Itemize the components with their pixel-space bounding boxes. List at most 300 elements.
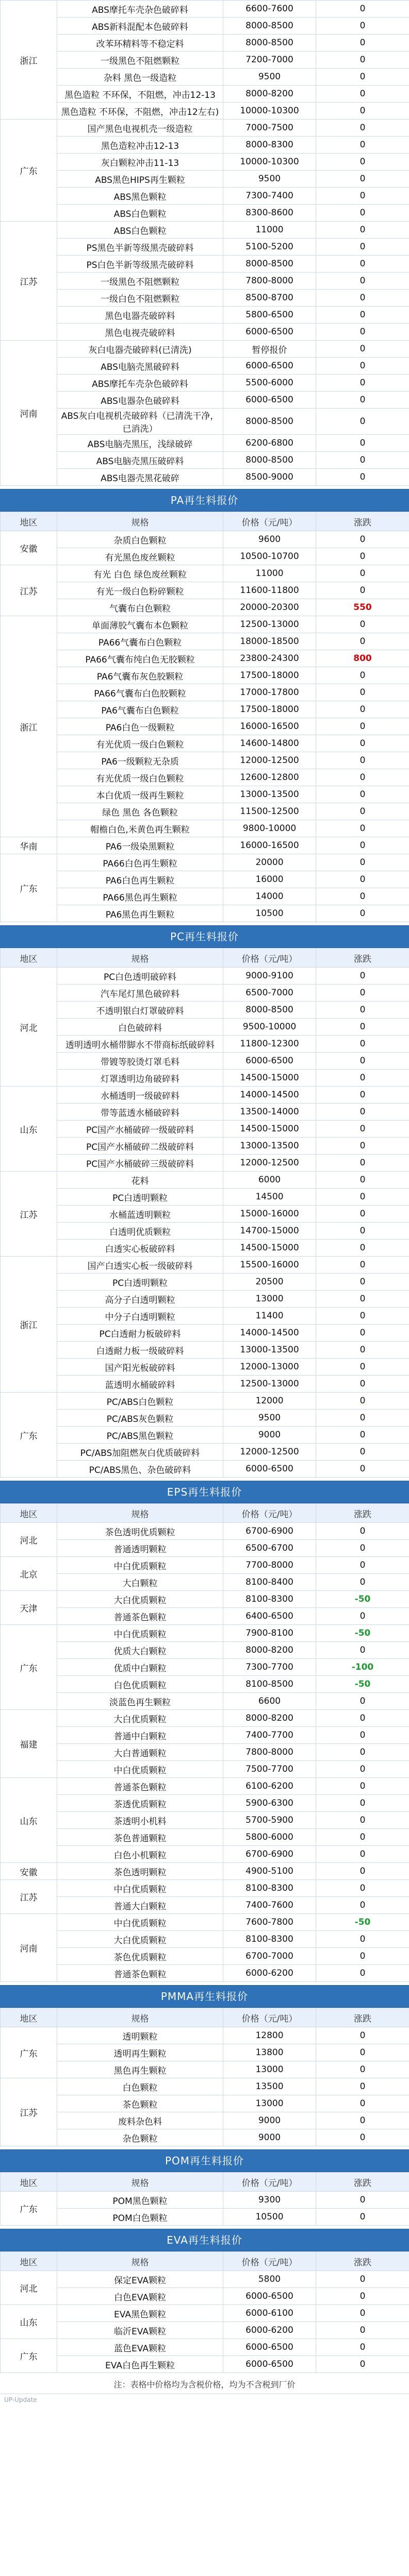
spec-cell: 国产阳光板破碎料 <box>57 1359 223 1376</box>
table-row <box>1 307 409 324</box>
column-header-area: 地区 <box>1 512 57 531</box>
column-header-spec: 规格 <box>57 1504 223 1523</box>
table-row <box>1 1931 409 1948</box>
price-cell: 7800-8000 <box>223 273 316 290</box>
table-row <box>1 2305 409 2322</box>
change-cell: 0 <box>316 548 409 565</box>
change-cell: 0 <box>316 582 409 599</box>
spec-cell: 透明透明水桶带脚水不带商标纸破碎料 <box>57 1036 223 1053</box>
change-cell: 0 <box>316 1223 409 1240</box>
change-cell: 0 <box>316 1829 409 1846</box>
table-row <box>1 968 409 985</box>
price-cell: 12000-12500 <box>223 1155 316 1172</box>
table-row <box>1 2027 409 2044</box>
spec-cell: 蓝色EVA颗粒 <box>57 2339 223 2356</box>
change-cell: 0 <box>316 888 409 905</box>
spec-cell: PA6黑色再生颗粒 <box>57 905 223 922</box>
table-header-row <box>1 2008 409 2027</box>
spec-cell: EVA白色再生颗粒 <box>57 2356 223 2373</box>
table-row <box>1 1257 409 1274</box>
table-row <box>1 1308 409 1325</box>
change-cell: 0 <box>316 968 409 985</box>
table-row <box>1 888 409 905</box>
price-cell: 7500-7700 <box>223 1761 316 1778</box>
column-header-spec: 规格 <box>57 2008 223 2027</box>
price-cell: 9000 <box>223 2129 316 2146</box>
price-cell: 12500-13000 <box>223 616 316 633</box>
change-cell: 0 <box>316 1121 409 1138</box>
region-cell: 江苏 <box>1 565 57 616</box>
table-row <box>1 684 409 701</box>
table-row <box>1 1155 409 1172</box>
spec-cell: PA6气囊布灰色胶颗粒 <box>57 667 223 684</box>
region-cell: 河北 <box>1 2271 57 2305</box>
change-cell: 0 <box>316 1574 409 1591</box>
price-cell: 14000-14500 <box>223 1325 316 1342</box>
region-cell: 河南 <box>1 341 57 486</box>
price-cell: 10500-10700 <box>223 548 316 565</box>
price-cell: 7300-7400 <box>223 188 316 205</box>
price-cell: 6000-6500 <box>223 2339 316 2356</box>
price-cell: 13500-14000 <box>223 1104 316 1121</box>
price-cell: 暂停报价 <box>223 341 316 358</box>
price-cell: 5900-6300 <box>223 1795 316 1812</box>
price-cell: 13000 <box>223 2061 316 2078</box>
spec-cell: ABS黑色颗粒 <box>57 188 223 205</box>
price-cell: 12500-13000 <box>223 1376 316 1393</box>
spec-cell: 白透明优质颗粒 <box>57 1223 223 1240</box>
change-cell: 0 <box>316 1523 409 1540</box>
change-cell: 0 <box>316 2356 409 2373</box>
change-cell: 0 <box>316 1376 409 1393</box>
region-cell: 山东 <box>1 2305 57 2339</box>
price-cell: 8000-8500 <box>223 409 316 435</box>
change-cell: 0 <box>316 239 409 256</box>
change-cell: 0 <box>316 2209 409 2226</box>
table-row <box>1 1812 409 1829</box>
spec-cell: PC白透明颗粒 <box>57 1274 223 1291</box>
price-cell: 9600 <box>223 531 316 548</box>
change-cell: 0 <box>316 633 409 650</box>
price-cell: 8100-8300 <box>223 1880 316 1897</box>
table-row <box>1 1659 409 1676</box>
spec-cell: 黑色电器壳破碎料 <box>57 307 223 324</box>
table-row <box>1 531 409 548</box>
table-row <box>1 1104 409 1121</box>
spec-cell: 中白优质颗粒 <box>57 1914 223 1931</box>
price-cell: 5800-6000 <box>223 1829 316 1846</box>
change-cell: 0 <box>316 435 409 452</box>
price-cell: 6000-6500 <box>223 1053 316 1070</box>
table-row <box>1 1693 409 1710</box>
spec-cell: PC白透明颗粒 <box>57 1189 223 1206</box>
change-cell: 0 <box>316 1427 409 1444</box>
price-cell: 8000-8500 <box>223 256 316 273</box>
spec-cell: 茶透优质颗粒 <box>57 1795 223 1812</box>
table-row <box>1 548 409 565</box>
change-cell: 0 <box>316 1761 409 1778</box>
spec-cell: 杂料 黑色一级造粒 <box>57 69 223 86</box>
spec-cell: 茶色优质颗粒 <box>57 1948 223 1965</box>
region-cell: 山东 <box>1 1087 57 1172</box>
table-row <box>1 1710 409 1727</box>
spec-cell: 茶透明小机料 <box>57 1812 223 1829</box>
table-row <box>1 1410 409 1427</box>
table-row <box>1 582 409 599</box>
spec-cell: 普通中白颗粒 <box>57 1727 223 1744</box>
region-cell: 北京 <box>1 1557 57 1591</box>
table-row <box>1 820 409 837</box>
table-row <box>1 1138 409 1155</box>
price-cell: 8000-8500 <box>223 1002 316 1019</box>
table-row <box>1 1676 409 1693</box>
change-cell: 0 <box>316 820 409 837</box>
change-cell: 0 <box>316 2061 409 2078</box>
price-cell: 6000-6500 <box>223 1461 316 1478</box>
change-cell: 0 <box>316 2129 409 2146</box>
table-row <box>1 154 409 171</box>
change-cell: 0 <box>316 701 409 718</box>
table-row <box>1 205 409 222</box>
price-cell: 6500-6700 <box>223 1540 316 1557</box>
spec-cell: PA6一级染黑颗粒 <box>57 837 223 854</box>
table-row <box>1 1948 409 1965</box>
price-section <box>0 0 409 486</box>
spec-cell: 一级白色不阻燃颗粒 <box>57 290 223 307</box>
change-cell: 0 <box>316 1138 409 1155</box>
price-cell: 6000 <box>223 1172 316 1189</box>
column-header-area: 地区 <box>1 2252 57 2271</box>
spec-cell: ABS摩托车壳杂色破碎料 <box>57 375 223 392</box>
table-row <box>1 256 409 273</box>
column-header-change: 涨跌 <box>316 2252 409 2271</box>
change-cell: 0 <box>316 2112 409 2129</box>
region-cell: 广东 <box>1 854 57 922</box>
price-cell: 8000-8300 <box>223 137 316 154</box>
change-cell: 0 <box>316 837 409 854</box>
change-cell: 0 <box>316 1036 409 1053</box>
table-row <box>1 120 409 137</box>
table-row <box>1 1591 409 1608</box>
spec-cell: 淡蓝色再生颗粒 <box>57 1693 223 1710</box>
price-cell: 11400 <box>223 1308 316 1325</box>
price-cell: 8000-8200 <box>223 86 316 103</box>
spec-cell: PC国产水桶破碎二级破碎料 <box>57 1138 223 1155</box>
change-cell: 0 <box>316 1965 409 1982</box>
table-row <box>1 103 409 120</box>
spec-cell: PC/ABS白色颗粒 <box>57 1393 223 1410</box>
region-cell: 广东 <box>1 1625 57 1710</box>
region-cell: 浙江 <box>1 1 57 120</box>
change-cell: 0 <box>316 1795 409 1812</box>
table-row <box>1 1223 409 1240</box>
spec-cell: 水桶蓝透明颗粒 <box>57 1206 223 1223</box>
spec-cell: 白色破碎料 <box>57 1019 223 1036</box>
price-table <box>0 512 409 922</box>
column-header-price: 价格（元/吨） <box>223 512 316 531</box>
region-cell: 福建 <box>1 1710 57 1778</box>
table-row <box>1 86 409 103</box>
table-row <box>1 837 409 854</box>
price-cell: 12600-12800 <box>223 769 316 786</box>
column-header-change: 涨跌 <box>316 2008 409 2027</box>
table-row <box>1 1727 409 1744</box>
price-cell: 8300-8600 <box>223 205 316 222</box>
table-row <box>1 1087 409 1104</box>
change-cell: 0 <box>316 1240 409 1257</box>
spec-cell: 带等蓝透水桶破碎料 <box>57 1104 223 1121</box>
price-cell: 6000-6200 <box>223 2322 316 2339</box>
price-section <box>0 2229 409 2373</box>
spec-cell: 绿色 黑色 各色颗粒 <box>57 803 223 820</box>
change-cell: 0 <box>316 137 409 154</box>
change-cell: 0 <box>316 1846 409 1863</box>
price-cell: 10500 <box>223 905 316 922</box>
region-cell: 河北 <box>1 1523 57 1557</box>
table-row <box>1 701 409 718</box>
table-row <box>1 1444 409 1461</box>
spec-cell: 有光 白色 绿色废丝颗粒 <box>57 565 223 582</box>
column-header-area: 地区 <box>1 2173 57 2192</box>
region-cell: 广东 <box>1 120 57 222</box>
change-cell: 0 <box>316 1104 409 1121</box>
table-row <box>1 2271 409 2288</box>
change-cell: 0 <box>316 684 409 701</box>
spec-cell: PA6一级颗粒无杂质 <box>57 752 223 769</box>
spec-cell: 白色优质颗粒 <box>57 1676 223 1693</box>
table-row <box>1 616 409 633</box>
spec-cell: 汽车尾灯黑色破碎料 <box>57 985 223 1002</box>
price-cell: 8000-8500 <box>223 452 316 469</box>
price-cell: 11800-12300 <box>223 1036 316 1053</box>
change-cell: 0 <box>316 2192 409 2209</box>
region-cell: 河南 <box>1 1914 57 1982</box>
table-row <box>1 1070 409 1087</box>
price-cell: 13500 <box>223 2078 316 2095</box>
change-cell: 0 <box>316 1257 409 1274</box>
price-cell: 9800-10000 <box>223 820 316 837</box>
change-cell: 0 <box>316 565 409 582</box>
price-cell: 13800 <box>223 2044 316 2061</box>
price-cell: 6000-6100 <box>223 2305 316 2322</box>
change-cell: 0 <box>316 1359 409 1376</box>
price-cell: 11600-11800 <box>223 582 316 599</box>
table-header-row <box>1 2173 409 2192</box>
spec-cell: 高分子白透明颗粒 <box>57 1291 223 1308</box>
price-cell: 6100-6200 <box>223 1778 316 1795</box>
column-header-spec: 规格 <box>57 948 223 968</box>
table-row <box>1 2061 409 2078</box>
table-row <box>1 341 409 358</box>
table-row <box>1 1002 409 1019</box>
table-row <box>1 599 409 616</box>
table-row <box>1 1744 409 1761</box>
change-cell: 0 <box>316 1172 409 1189</box>
price-section <box>0 1985 409 2146</box>
change-cell: 0 <box>316 2288 409 2305</box>
spec-cell: 有光优质一级白色颗粒 <box>57 769 223 786</box>
price-section <box>0 489 409 922</box>
change-cell: 0 <box>316 1880 409 1897</box>
table-row <box>1 392 409 409</box>
table-row <box>1 1574 409 1591</box>
price-cell: 12800 <box>223 2027 316 2044</box>
price-cell: 8100-8400 <box>223 1574 316 1591</box>
change-cell: 0 <box>316 1642 409 1659</box>
change-cell: 0 <box>316 752 409 769</box>
change-cell: 0 <box>316 1019 409 1036</box>
spec-cell: 中白优质颗粒 <box>57 1761 223 1778</box>
spec-cell: 大白优质颗粒 <box>57 1931 223 1948</box>
price-cell: 7600-7800 <box>223 1914 316 1931</box>
table-header-row <box>1 1504 409 1523</box>
price-cell: 9300 <box>223 2192 316 2209</box>
price-cell: 17500-18000 <box>223 667 316 684</box>
spec-cell: 临沂EVA颗粒 <box>57 2322 223 2339</box>
spec-cell: POM白色颗粒 <box>57 2209 223 2226</box>
column-header-change: 涨跌 <box>316 948 409 968</box>
price-cell: 14600-14800 <box>223 735 316 752</box>
change-cell: 0 <box>316 324 409 341</box>
price-cell: 6700-6900 <box>223 1523 316 1540</box>
price-cell: 20000 <box>223 854 316 871</box>
table-row <box>1 69 409 86</box>
price-cell: 8000-8500 <box>223 18 316 35</box>
change-cell: 0 <box>316 1291 409 1308</box>
table-row <box>1 650 409 667</box>
footer-text: UP-Update <box>4 2396 37 2403</box>
price-cell: 8500-9000 <box>223 469 316 486</box>
spec-cell: EVA黑色颗粒 <box>57 2305 223 2322</box>
price-cell: 6000-6500 <box>223 392 316 409</box>
table-row <box>1 871 409 888</box>
change-cell: 0 <box>316 871 409 888</box>
change-cell: 0 <box>316 256 409 273</box>
table-row <box>1 985 409 1002</box>
price-cell: 6000-6200 <box>223 1965 316 1982</box>
table-row <box>1 1325 409 1342</box>
spec-cell: PC/ABS加阻燃灰白优质破碎料 <box>57 1444 223 1461</box>
change-cell: 0 <box>316 718 409 735</box>
table-row <box>1 2044 409 2061</box>
change-cell: 0 <box>316 1070 409 1087</box>
spec-cell: ABS电脑壳黑破碎料 <box>57 358 223 375</box>
table-row <box>1 803 409 820</box>
change-cell: 0 <box>316 120 409 137</box>
price-cell: 5800-6500 <box>223 307 316 324</box>
change-cell: 0 <box>316 803 409 820</box>
spec-cell: 大白优质颗粒 <box>57 1710 223 1727</box>
spec-cell: 优质中白颗粒 <box>57 1659 223 1676</box>
price-cell: 17500-18000 <box>223 701 316 718</box>
change-cell: 0 <box>316 1444 409 1461</box>
price-cell: 9500 <box>223 171 316 188</box>
table-row <box>1 2356 409 2373</box>
table-row <box>1 18 409 35</box>
price-cell: 8100-8300 <box>223 1931 316 1948</box>
spec-cell: 白色颗粒 <box>57 2078 223 2095</box>
column-header-price: 价格（元/吨） <box>223 948 316 968</box>
price-cell: 16000-16500 <box>223 837 316 854</box>
change-cell: -50 <box>316 1676 409 1693</box>
spec-cell: 透明颗粒 <box>57 2027 223 2044</box>
change-cell: 0 <box>316 1557 409 1574</box>
spec-cell: 中白优质颗粒 <box>57 1880 223 1897</box>
spec-cell: 一级黑色不阻燃颗粒 <box>57 52 223 69</box>
price-cell: 5100-5200 <box>223 239 316 256</box>
section-banner: PA再生料报价 <box>0 489 409 512</box>
price-cell: 11000 <box>223 565 316 582</box>
change-cell: 0 <box>316 1812 409 1829</box>
price-cell: 16000 <box>223 871 316 888</box>
change-cell: 0 <box>316 1274 409 1291</box>
table-row <box>1 667 409 684</box>
spec-cell: 一级黑色不阻燃颗粒 <box>57 273 223 290</box>
spec-cell: 黑色造粒 不环保，不阻燃，冲击12左右) <box>57 103 223 120</box>
spec-cell: 花料 <box>57 1172 223 1189</box>
change-cell: 0 <box>316 1087 409 1104</box>
table-row <box>1 1019 409 1036</box>
price-cell: 12000-12500 <box>223 752 316 769</box>
table-row <box>1 35 409 52</box>
table-row <box>1 565 409 582</box>
region-cell: 广东 <box>1 2339 57 2373</box>
column-header-price: 价格（元/吨） <box>223 2173 316 2192</box>
spec-cell: 茶色颗粒 <box>57 2095 223 2112</box>
table-row <box>1 2095 409 2112</box>
table-row <box>1 1761 409 1778</box>
spec-cell: 杂色颗粒 <box>57 2129 223 2146</box>
price-cell: 6000-6500 <box>223 2356 316 2373</box>
change-cell: 0 <box>316 1540 409 1557</box>
change-cell: 0 <box>316 531 409 548</box>
spec-cell: 茶色透明颗粒 <box>57 1863 223 1880</box>
change-cell: 0 <box>316 469 409 486</box>
change-cell: 0 <box>316 1189 409 1206</box>
table-row <box>1 1897 409 1914</box>
table-row <box>1 1121 409 1138</box>
price-cell: 12000-12500 <box>223 1444 316 1461</box>
region-cell: 河北 <box>1 968 57 1087</box>
spec-cell: 气囊布白色颗粒 <box>57 599 223 616</box>
change-cell: 0 <box>316 1778 409 1795</box>
footnote: 注：表格中价格均为含税价格，均为不含税到厂价 <box>0 2376 409 2394</box>
spec-cell: 茶色普通颗粒 <box>57 1829 223 1846</box>
price-cell: 9500-10000 <box>223 1019 316 1036</box>
spec-cell: 白透耐力板一级破碎料 <box>57 1342 223 1359</box>
table-row <box>1 1557 409 1574</box>
spec-cell: ABS白色颗粒 <box>57 205 223 222</box>
spec-cell: ABS黑色HIPS再生颗粒 <box>57 171 223 188</box>
change-cell: 0 <box>316 769 409 786</box>
region-cell: 安徽 <box>1 1863 57 1880</box>
spec-cell: 杂质白色颗粒 <box>57 531 223 548</box>
change-cell: 0 <box>316 452 409 469</box>
price-cell: 6600 <box>223 1693 316 1710</box>
price-section <box>0 2149 409 2226</box>
price-cell: 10000-10300 <box>223 103 316 120</box>
spec-cell: PS白色半新等级黑壳破碎料 <box>57 256 223 273</box>
spec-cell: 大白普通颗粒 <box>57 1744 223 1761</box>
price-cell: 14500-15000 <box>223 1070 316 1087</box>
column-header-area: 地区 <box>1 2008 57 2027</box>
change-cell: 0 <box>316 1608 409 1625</box>
price-cell: 8100-8300 <box>223 1591 316 1608</box>
section-banner: EPS再生料报价 <box>0 1481 409 1503</box>
price-cell: 14500-15000 <box>223 1121 316 1138</box>
price-cell: 6200-6800 <box>223 435 316 452</box>
table-row <box>1 2322 409 2339</box>
